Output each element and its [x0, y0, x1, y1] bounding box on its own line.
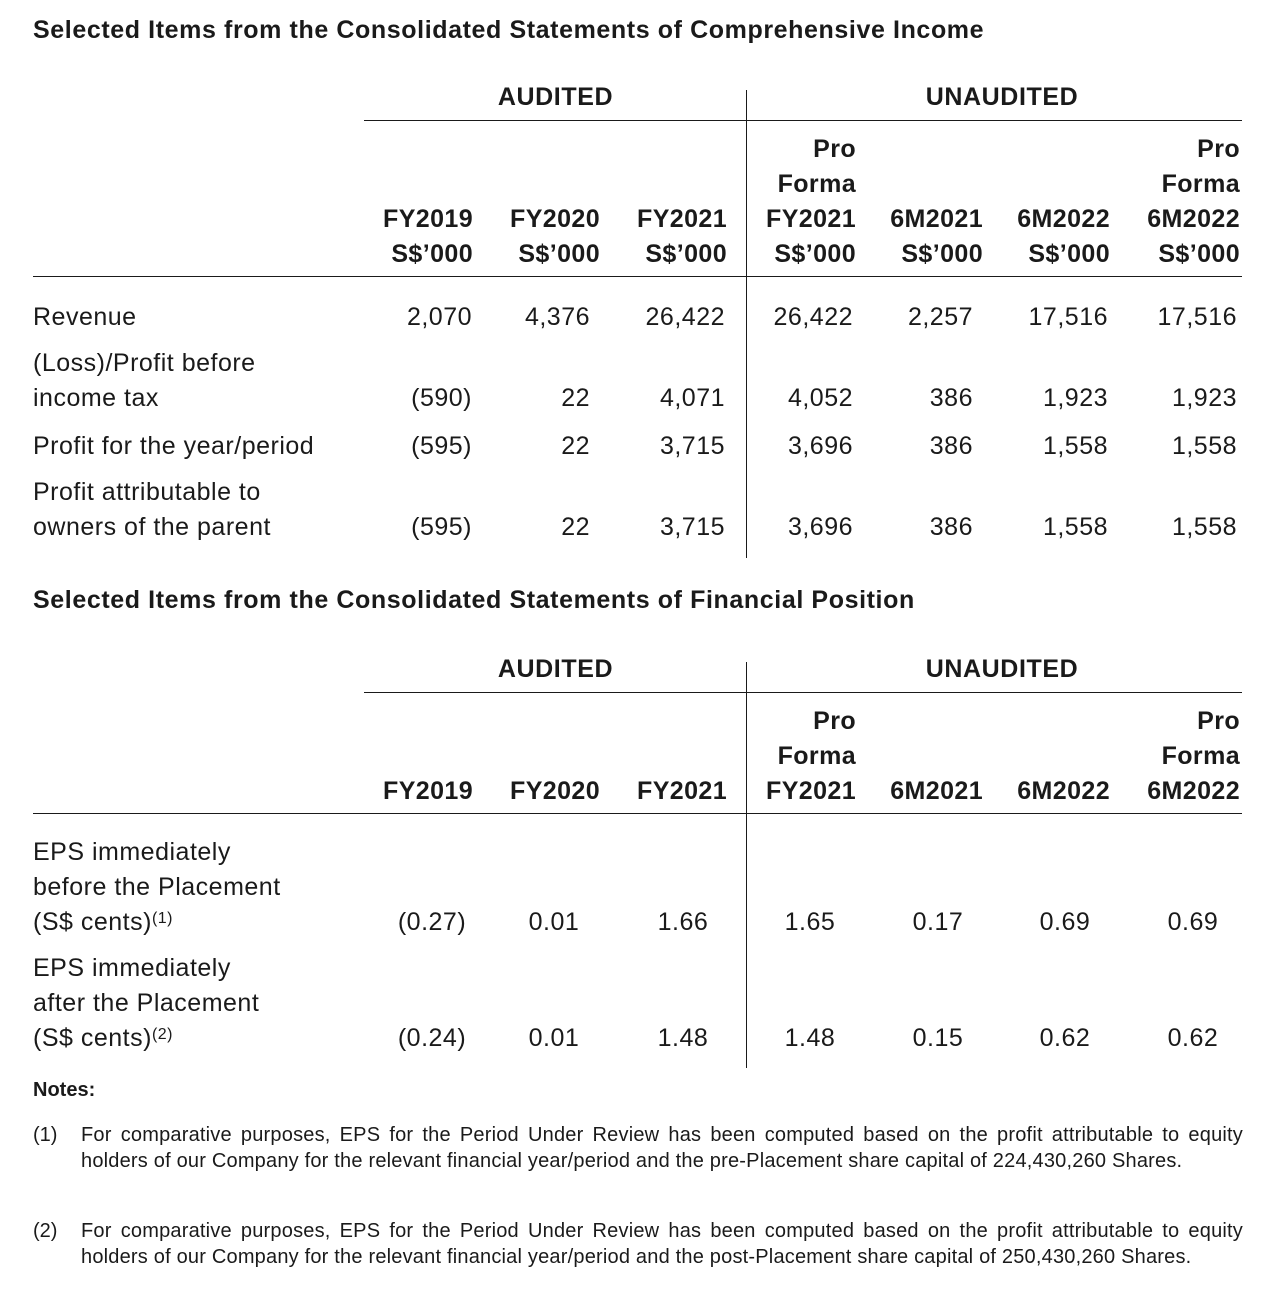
column-pro-forma-label: Pro — [1197, 707, 1240, 735]
row-label-line — [33, 951, 373, 986]
note-number: (1) — [33, 1124, 58, 1146]
footnote-ref: (2) — [151, 1026, 173, 1043]
table-cell: 0.62 — [1167, 1024, 1219, 1052]
table-cell: 0.69 — [1167, 908, 1219, 936]
table-cell: (0.24) — [397, 1024, 467, 1052]
column-header — [1112, 704, 1240, 809]
column-header — [982, 774, 1110, 809]
row-label-text: (S$ cents) — [33, 908, 152, 936]
table-cell: 4,071 — [659, 384, 725, 412]
column-period: FY2020 — [510, 205, 600, 233]
table-cell: 26,422 — [773, 303, 853, 331]
table-cell: 0.01 — [528, 908, 580, 936]
table-cell: 2,070 — [406, 303, 472, 331]
column-period: 6M2021 — [890, 205, 983, 233]
income-group-rule — [364, 120, 1242, 121]
column-period: FY2021 — [766, 205, 856, 233]
table-cell: 4,376 — [524, 303, 590, 331]
column-header — [345, 774, 473, 809]
note-text: For comparative purposes, EPS for the Period Under Review has been computed based on the profit attributable to equity holders of our Company for the relevant financial year/period and the post-Placement share capital of 250,430,260 Shares. — [81, 1220, 1243, 1268]
table-cell: 3,696 — [787, 432, 853, 460]
column-unit: S$’000 — [901, 240, 983, 268]
column-unit: S$’000 — [645, 240, 727, 268]
position-group-rule — [364, 692, 1242, 693]
column-period: FY2021 — [637, 777, 727, 805]
row-label — [33, 835, 373, 940]
table-cell: 1,558 — [1171, 513, 1237, 541]
row-label-line — [33, 835, 373, 870]
row-label-line: Revenue — [33, 303, 137, 331]
table-cell: 0.17 — [912, 908, 964, 936]
row-label-line: (Loss)/Profit before — [33, 349, 256, 377]
table-cell: 4,052 — [787, 384, 853, 412]
position-header-rule — [33, 813, 1242, 814]
note-text: For comparative purposes, EPS for the Period Under Review has been computed based on the profit attributable to equity holders of our Company for the relevant financial year/period and the pre-Placement share capital of 224,430,260 Shares. — [81, 1124, 1243, 1172]
footnote-ref: (1) — [151, 910, 173, 927]
table-cell: 0.15 — [912, 1024, 964, 1052]
row-label-text: EPS immediately — [33, 838, 231, 866]
column-period: FY2019 — [383, 205, 473, 233]
table-cell: (0.27) — [397, 908, 467, 936]
table-cell: 386 — [929, 513, 973, 541]
column-period: 6M2022 — [1017, 205, 1110, 233]
column-header — [982, 202, 1110, 272]
table-cell: 22 — [561, 384, 590, 412]
table-cell: 1.65 — [784, 908, 836, 936]
position-section-title: Selected Items from the Consolidated Statements of Financial Position — [33, 586, 915, 614]
column-header — [599, 774, 727, 809]
column-unit: S$’000 — [518, 240, 600, 268]
column-pro-forma-label: Pro — [813, 135, 856, 163]
row-label-text: before the Placement — [33, 873, 281, 901]
position-audited-header: AUDITED — [497, 655, 614, 683]
column-header — [1112, 132, 1240, 272]
table-cell: (590) — [411, 384, 472, 412]
column-period: 6M2022 — [1147, 205, 1240, 233]
table-cell: 3,696 — [787, 513, 853, 541]
column-pro-forma-label: Pro — [1197, 135, 1240, 163]
column-unit: S$’000 — [774, 240, 856, 268]
table-cell: 0.62 — [1039, 1024, 1091, 1052]
column-header — [855, 202, 983, 272]
column-pro-forma-label: Forma — [777, 742, 856, 770]
table-cell: 17,516 — [1157, 303, 1237, 331]
income-unaudited-header: UNAUDITED — [925, 83, 1079, 111]
table-cell: 2,257 — [907, 303, 973, 331]
table-cell: 22 — [561, 432, 590, 460]
table-cell: 3,715 — [659, 513, 725, 541]
row-label — [33, 429, 373, 464]
table-cell: 386 — [929, 384, 973, 412]
column-header — [599, 202, 727, 272]
row-label-line — [33, 905, 373, 940]
column-header — [728, 132, 856, 272]
table-cell: 1.66 — [657, 908, 709, 936]
row-label-line: Profit for the year/period — [33, 432, 315, 460]
column-unit: S$’000 — [391, 240, 473, 268]
position-unaudited-header: UNAUDITED — [925, 655, 1079, 683]
row-label-line — [33, 1021, 373, 1056]
column-header — [345, 202, 473, 272]
table-cell: 1.48 — [657, 1024, 709, 1052]
column-period: 6M2021 — [890, 777, 983, 805]
table-cell: (595) — [411, 432, 472, 460]
table-cell: 3,715 — [659, 432, 725, 460]
table-cell: 1,558 — [1042, 513, 1108, 541]
note-number: (2) — [33, 1220, 58, 1242]
table-cell: 17,516 — [1028, 303, 1108, 331]
row-label-text: EPS immediately — [33, 954, 231, 982]
row-label-text: (S$ cents) — [33, 1024, 152, 1052]
row-label-line: Profit attributable to — [33, 478, 261, 506]
row-label — [33, 300, 373, 335]
row-label — [33, 346, 373, 416]
column-header — [855, 774, 983, 809]
note-1 — [33, 1122, 1243, 1174]
row-label-line — [33, 986, 373, 1021]
row-label-line: owners of the parent — [33, 513, 271, 541]
row-label-line: income tax — [33, 384, 159, 412]
column-unit: S$’000 — [1028, 240, 1110, 268]
income-section-title: Selected Items from the Consolidated Statements of Comprehensive Income — [33, 16, 985, 44]
column-header — [728, 704, 856, 809]
column-period: FY2020 — [510, 777, 600, 805]
column-period: FY2019 — [383, 777, 473, 805]
table-cell: 1,923 — [1042, 384, 1108, 412]
table-cell: 0.01 — [528, 1024, 580, 1052]
income-audited-header: AUDITED — [497, 83, 614, 111]
column-pro-forma-label: Pro — [813, 707, 856, 735]
table-cell: 26,422 — [645, 303, 725, 331]
row-label-text: after the Placement — [33, 989, 260, 1017]
table-cell: 1.48 — [784, 1024, 836, 1052]
column-pro-forma-label: Forma — [1161, 170, 1240, 198]
column-period: 6M2022 — [1017, 777, 1110, 805]
column-pro-forma-label: Forma — [1161, 742, 1240, 770]
table-cell: 0.69 — [1039, 908, 1091, 936]
table-cell: 1,923 — [1171, 384, 1237, 412]
row-label — [33, 475, 373, 545]
table-cell: 386 — [929, 432, 973, 460]
column-period: FY2021 — [637, 205, 727, 233]
column-header — [472, 202, 600, 272]
column-header — [472, 774, 600, 809]
table-cell: (595) — [411, 513, 472, 541]
table-cell: 22 — [561, 513, 590, 541]
row-label-line — [33, 870, 373, 905]
column-period: 6M2022 — [1147, 777, 1240, 805]
note-2 — [33, 1218, 1243, 1270]
table-cell: 1,558 — [1171, 432, 1237, 460]
column-period: FY2021 — [766, 777, 856, 805]
column-pro-forma-label: Forma — [777, 170, 856, 198]
notes-title: Notes: — [33, 1079, 96, 1101]
income-header-rule — [33, 276, 1242, 277]
column-unit: S$’000 — [1158, 240, 1240, 268]
table-cell: 1,558 — [1042, 432, 1108, 460]
row-label — [33, 951, 373, 1056]
